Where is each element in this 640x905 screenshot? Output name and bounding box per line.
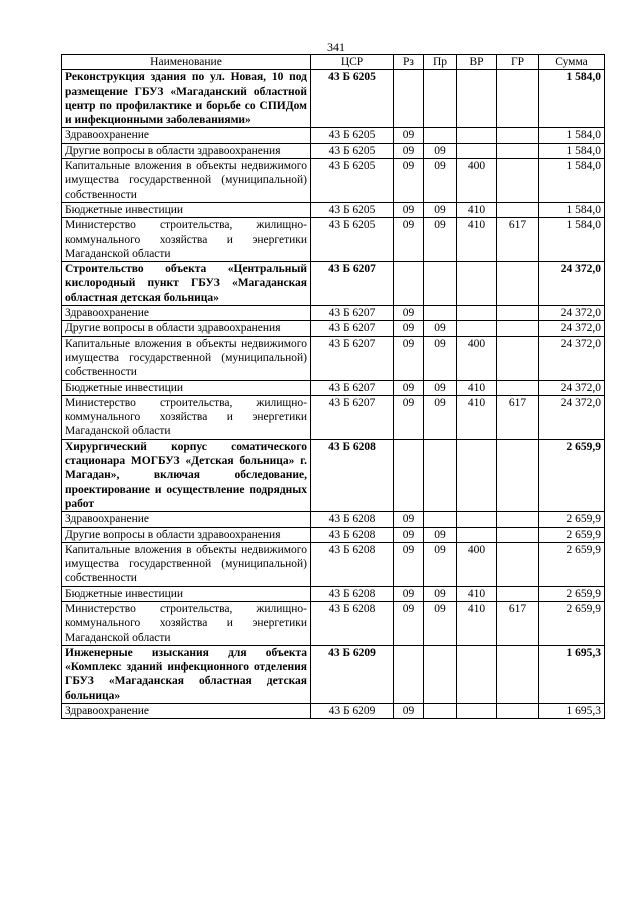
cell-name: Здравоохранение bbox=[62, 128, 311, 143]
cell-vr bbox=[457, 321, 497, 336]
cell-sum: 1 695,3 bbox=[539, 704, 605, 719]
cell-csr: 43 Б 6207 bbox=[311, 380, 394, 395]
cell-csr: 43 Б 6208 bbox=[311, 542, 394, 586]
cell-csr: 43 Б 6207 bbox=[311, 262, 394, 306]
cell-pr bbox=[424, 128, 457, 143]
cell-gr bbox=[497, 380, 539, 395]
cell-pr bbox=[424, 306, 457, 321]
cell-name: Бюджетные инвестиции bbox=[62, 202, 311, 217]
cell-csr: 43 Б 6208 bbox=[311, 527, 394, 542]
cell-pr: 09 bbox=[424, 321, 457, 336]
cell-name: Другие вопросы в области здравоохранения bbox=[62, 143, 311, 158]
cell-pr bbox=[424, 645, 457, 703]
cell-sum: 24 372,0 bbox=[539, 395, 605, 439]
cell-pr: 09 bbox=[424, 380, 457, 395]
cell-csr: 43 Б 6207 bbox=[311, 321, 394, 336]
cell-sum: 1 695,3 bbox=[539, 645, 605, 703]
header-sum: Сумма bbox=[539, 55, 605, 70]
page-number: 341 bbox=[327, 40, 345, 54]
cell-sum: 1 584,0 bbox=[539, 202, 605, 217]
header-gr: ГР bbox=[497, 55, 539, 70]
cell-name: Министерство строительства, жилищно-коммунального хозяйства и энергетики Магаданской области bbox=[62, 601, 311, 645]
table-row bbox=[62, 306, 605, 321]
table-row bbox=[62, 586, 605, 601]
table-row bbox=[62, 143, 605, 158]
cell-pr: 09 bbox=[424, 601, 457, 645]
cell-gr bbox=[497, 645, 539, 703]
budget-table bbox=[61, 54, 605, 719]
cell-vr bbox=[457, 70, 497, 128]
table-row bbox=[62, 542, 605, 586]
cell-gr: 617 bbox=[497, 395, 539, 439]
cell-sum: 2 659,9 bbox=[539, 542, 605, 586]
cell-gr bbox=[497, 143, 539, 158]
cell-vr bbox=[457, 527, 497, 542]
cell-sum: 2 659,9 bbox=[539, 527, 605, 542]
cell-csr: 43 Б 6208 bbox=[311, 512, 394, 527]
table-row bbox=[62, 159, 605, 203]
cell-gr: 617 bbox=[497, 218, 539, 262]
table-row bbox=[62, 512, 605, 527]
cell-vr: 410 bbox=[457, 395, 497, 439]
cell-sum: 24 372,0 bbox=[539, 306, 605, 321]
table-row bbox=[62, 395, 605, 439]
cell-vr bbox=[457, 704, 497, 719]
table-row bbox=[62, 601, 605, 645]
cell-sum: 2 659,9 bbox=[539, 439, 605, 511]
cell-rz: 09 bbox=[394, 128, 424, 143]
table-row bbox=[62, 202, 605, 217]
header-name: Наименование bbox=[62, 55, 311, 70]
cell-rz: 09 bbox=[394, 395, 424, 439]
cell-name: Строительство объекта «Центральный кислородный пункт ГБУЗ «Магаданская областная детская больница» bbox=[62, 262, 311, 306]
cell-pr: 09 bbox=[424, 395, 457, 439]
cell-rz: 09 bbox=[394, 601, 424, 645]
cell-pr bbox=[424, 262, 457, 306]
table-row bbox=[62, 262, 605, 306]
cell-csr: 43 Б 6207 bbox=[311, 306, 394, 321]
cell-name: Хирургический корпус соматического стационара МОГБУЗ «Детская больница» г. Магадан», включая обследование, проектирование и осуществление подрядных работ bbox=[62, 439, 311, 511]
cell-sum: 24 372,0 bbox=[539, 321, 605, 336]
cell-csr: 43 Б 6209 bbox=[311, 704, 394, 719]
cell-rz: 09 bbox=[394, 321, 424, 336]
cell-vr: 400 bbox=[457, 336, 497, 380]
cell-csr: 43 Б 6205 bbox=[311, 218, 394, 262]
cell-rz bbox=[394, 645, 424, 703]
cell-csr: 43 Б 6205 bbox=[311, 70, 394, 128]
cell-pr: 09 bbox=[424, 218, 457, 262]
cell-gr bbox=[497, 336, 539, 380]
cell-pr bbox=[424, 439, 457, 511]
cell-rz: 09 bbox=[394, 704, 424, 719]
cell-pr: 09 bbox=[424, 527, 457, 542]
cell-name: Здравоохранение bbox=[62, 306, 311, 321]
cell-gr bbox=[497, 512, 539, 527]
cell-name: Реконструкция здания по ул. Новая, 10 под размещение ГБУЗ «Магаданский областной центр по профилактике и борьбе со СПИДом и инфекционными заболеваниями» bbox=[62, 70, 311, 128]
cell-csr: 43 Б 6205 bbox=[311, 143, 394, 158]
table-row bbox=[62, 336, 605, 380]
cell-vr bbox=[457, 128, 497, 143]
cell-vr: 410 bbox=[457, 586, 497, 601]
cell-sum: 1 584,0 bbox=[539, 159, 605, 203]
cell-rz: 09 bbox=[394, 527, 424, 542]
cell-rz bbox=[394, 70, 424, 128]
table-row bbox=[62, 527, 605, 542]
cell-vr: 410 bbox=[457, 380, 497, 395]
cell-name: Другие вопросы в области здравоохранения bbox=[62, 527, 311, 542]
table-row bbox=[62, 704, 605, 719]
table-row bbox=[62, 218, 605, 262]
cell-vr bbox=[457, 439, 497, 511]
cell-name: Бюджетные инвестиции bbox=[62, 380, 311, 395]
cell-rz: 09 bbox=[394, 542, 424, 586]
cell-rz: 09 bbox=[394, 143, 424, 158]
table-row bbox=[62, 439, 605, 511]
cell-gr bbox=[497, 306, 539, 321]
cell-gr bbox=[497, 439, 539, 511]
cell-pr: 09 bbox=[424, 143, 457, 158]
cell-vr: 400 bbox=[457, 159, 497, 203]
cell-sum: 2 659,9 bbox=[539, 601, 605, 645]
cell-rz: 09 bbox=[394, 380, 424, 395]
cell-name: Здравоохранение bbox=[62, 512, 311, 527]
cell-vr bbox=[457, 262, 497, 306]
table-row bbox=[62, 645, 605, 703]
cell-rz: 09 bbox=[394, 336, 424, 380]
cell-name: Другие вопросы в области здравоохранения bbox=[62, 321, 311, 336]
cell-vr: 400 bbox=[457, 542, 497, 586]
cell-sum: 24 372,0 bbox=[539, 380, 605, 395]
cell-name: Капитальные вложения в объекты недвижимого имущества государственной (муниципальной) собственности bbox=[62, 336, 311, 380]
cell-rz bbox=[394, 439, 424, 511]
cell-rz: 09 bbox=[394, 218, 424, 262]
cell-gr bbox=[497, 128, 539, 143]
cell-rz: 09 bbox=[394, 586, 424, 601]
cell-gr bbox=[497, 527, 539, 542]
cell-name: Министерство строительства, жилищно-коммунального хозяйства и энергетики Магаданской области bbox=[62, 218, 311, 262]
cell-gr bbox=[497, 586, 539, 601]
cell-csr: 43 Б 6205 bbox=[311, 128, 394, 143]
cell-rz bbox=[394, 262, 424, 306]
cell-sum: 2 659,9 bbox=[539, 512, 605, 527]
cell-vr: 410 bbox=[457, 601, 497, 645]
table-body bbox=[62, 70, 605, 719]
cell-pr: 09 bbox=[424, 336, 457, 380]
header-vr: ВР bbox=[457, 55, 497, 70]
cell-name: Капитальные вложения в объекты недвижимого имущества государственной (муниципальной) собственности bbox=[62, 542, 311, 586]
header-rz: Рз bbox=[394, 55, 424, 70]
cell-sum: 1 584,0 bbox=[539, 70, 605, 128]
cell-sum: 1 584,0 bbox=[539, 143, 605, 158]
cell-csr: 43 Б 6205 bbox=[311, 202, 394, 217]
cell-name: Бюджетные инвестиции bbox=[62, 586, 311, 601]
cell-vr bbox=[457, 306, 497, 321]
cell-csr: 43 Б 6208 bbox=[311, 586, 394, 601]
cell-vr: 410 bbox=[457, 202, 497, 217]
cell-pr: 09 bbox=[424, 159, 457, 203]
cell-rz: 09 bbox=[394, 512, 424, 527]
cell-csr: 43 Б 6207 bbox=[311, 395, 394, 439]
header-pr: Пр bbox=[424, 55, 457, 70]
cell-rz: 09 bbox=[394, 159, 424, 203]
cell-pr bbox=[424, 70, 457, 128]
table-row bbox=[62, 128, 605, 143]
cell-csr: 43 Б 6208 bbox=[311, 439, 394, 511]
cell-vr bbox=[457, 645, 497, 703]
cell-rz: 09 bbox=[394, 202, 424, 217]
cell-csr: 43 Б 6205 bbox=[311, 159, 394, 203]
cell-sum: 24 372,0 bbox=[539, 262, 605, 306]
cell-vr: 410 bbox=[457, 218, 497, 262]
cell-pr: 09 bbox=[424, 586, 457, 601]
cell-csr: 43 Б 6207 bbox=[311, 336, 394, 380]
cell-gr bbox=[497, 159, 539, 203]
table-row bbox=[62, 70, 605, 128]
cell-pr bbox=[424, 704, 457, 719]
cell-sum: 1 584,0 bbox=[539, 218, 605, 262]
cell-gr bbox=[497, 542, 539, 586]
cell-name: Инженерные изыскания для объекта «Комплекс зданий инфекционного отделения ГБУЗ «Магаданская областная детская больница» bbox=[62, 645, 311, 703]
cell-rz: 09 bbox=[394, 306, 424, 321]
cell-name: Капитальные вложения в объекты недвижимого имущества государственной (муниципальной) собственности bbox=[62, 159, 311, 203]
table-header-row bbox=[62, 55, 605, 70]
cell-name: Министерство строительства, жилищно-коммунального хозяйства и энергетики Магаданской области bbox=[62, 395, 311, 439]
cell-vr bbox=[457, 143, 497, 158]
cell-gr bbox=[497, 321, 539, 336]
cell-gr bbox=[497, 202, 539, 217]
cell-sum: 1 584,0 bbox=[539, 128, 605, 143]
cell-gr bbox=[497, 704, 539, 719]
cell-gr bbox=[497, 262, 539, 306]
cell-gr: 617 bbox=[497, 601, 539, 645]
cell-pr: 09 bbox=[424, 542, 457, 586]
cell-csr: 43 Б 6209 bbox=[311, 645, 394, 703]
cell-name: Здравоохранение bbox=[62, 704, 311, 719]
cell-pr bbox=[424, 512, 457, 527]
cell-sum: 2 659,9 bbox=[539, 586, 605, 601]
cell-sum: 24 372,0 bbox=[539, 336, 605, 380]
cell-csr: 43 Б 6208 bbox=[311, 601, 394, 645]
header-csr: ЦСР bbox=[311, 55, 394, 70]
cell-pr: 09 bbox=[424, 202, 457, 217]
cell-gr bbox=[497, 70, 539, 128]
cell-vr bbox=[457, 512, 497, 527]
table-row bbox=[62, 380, 605, 395]
table-row bbox=[62, 321, 605, 336]
